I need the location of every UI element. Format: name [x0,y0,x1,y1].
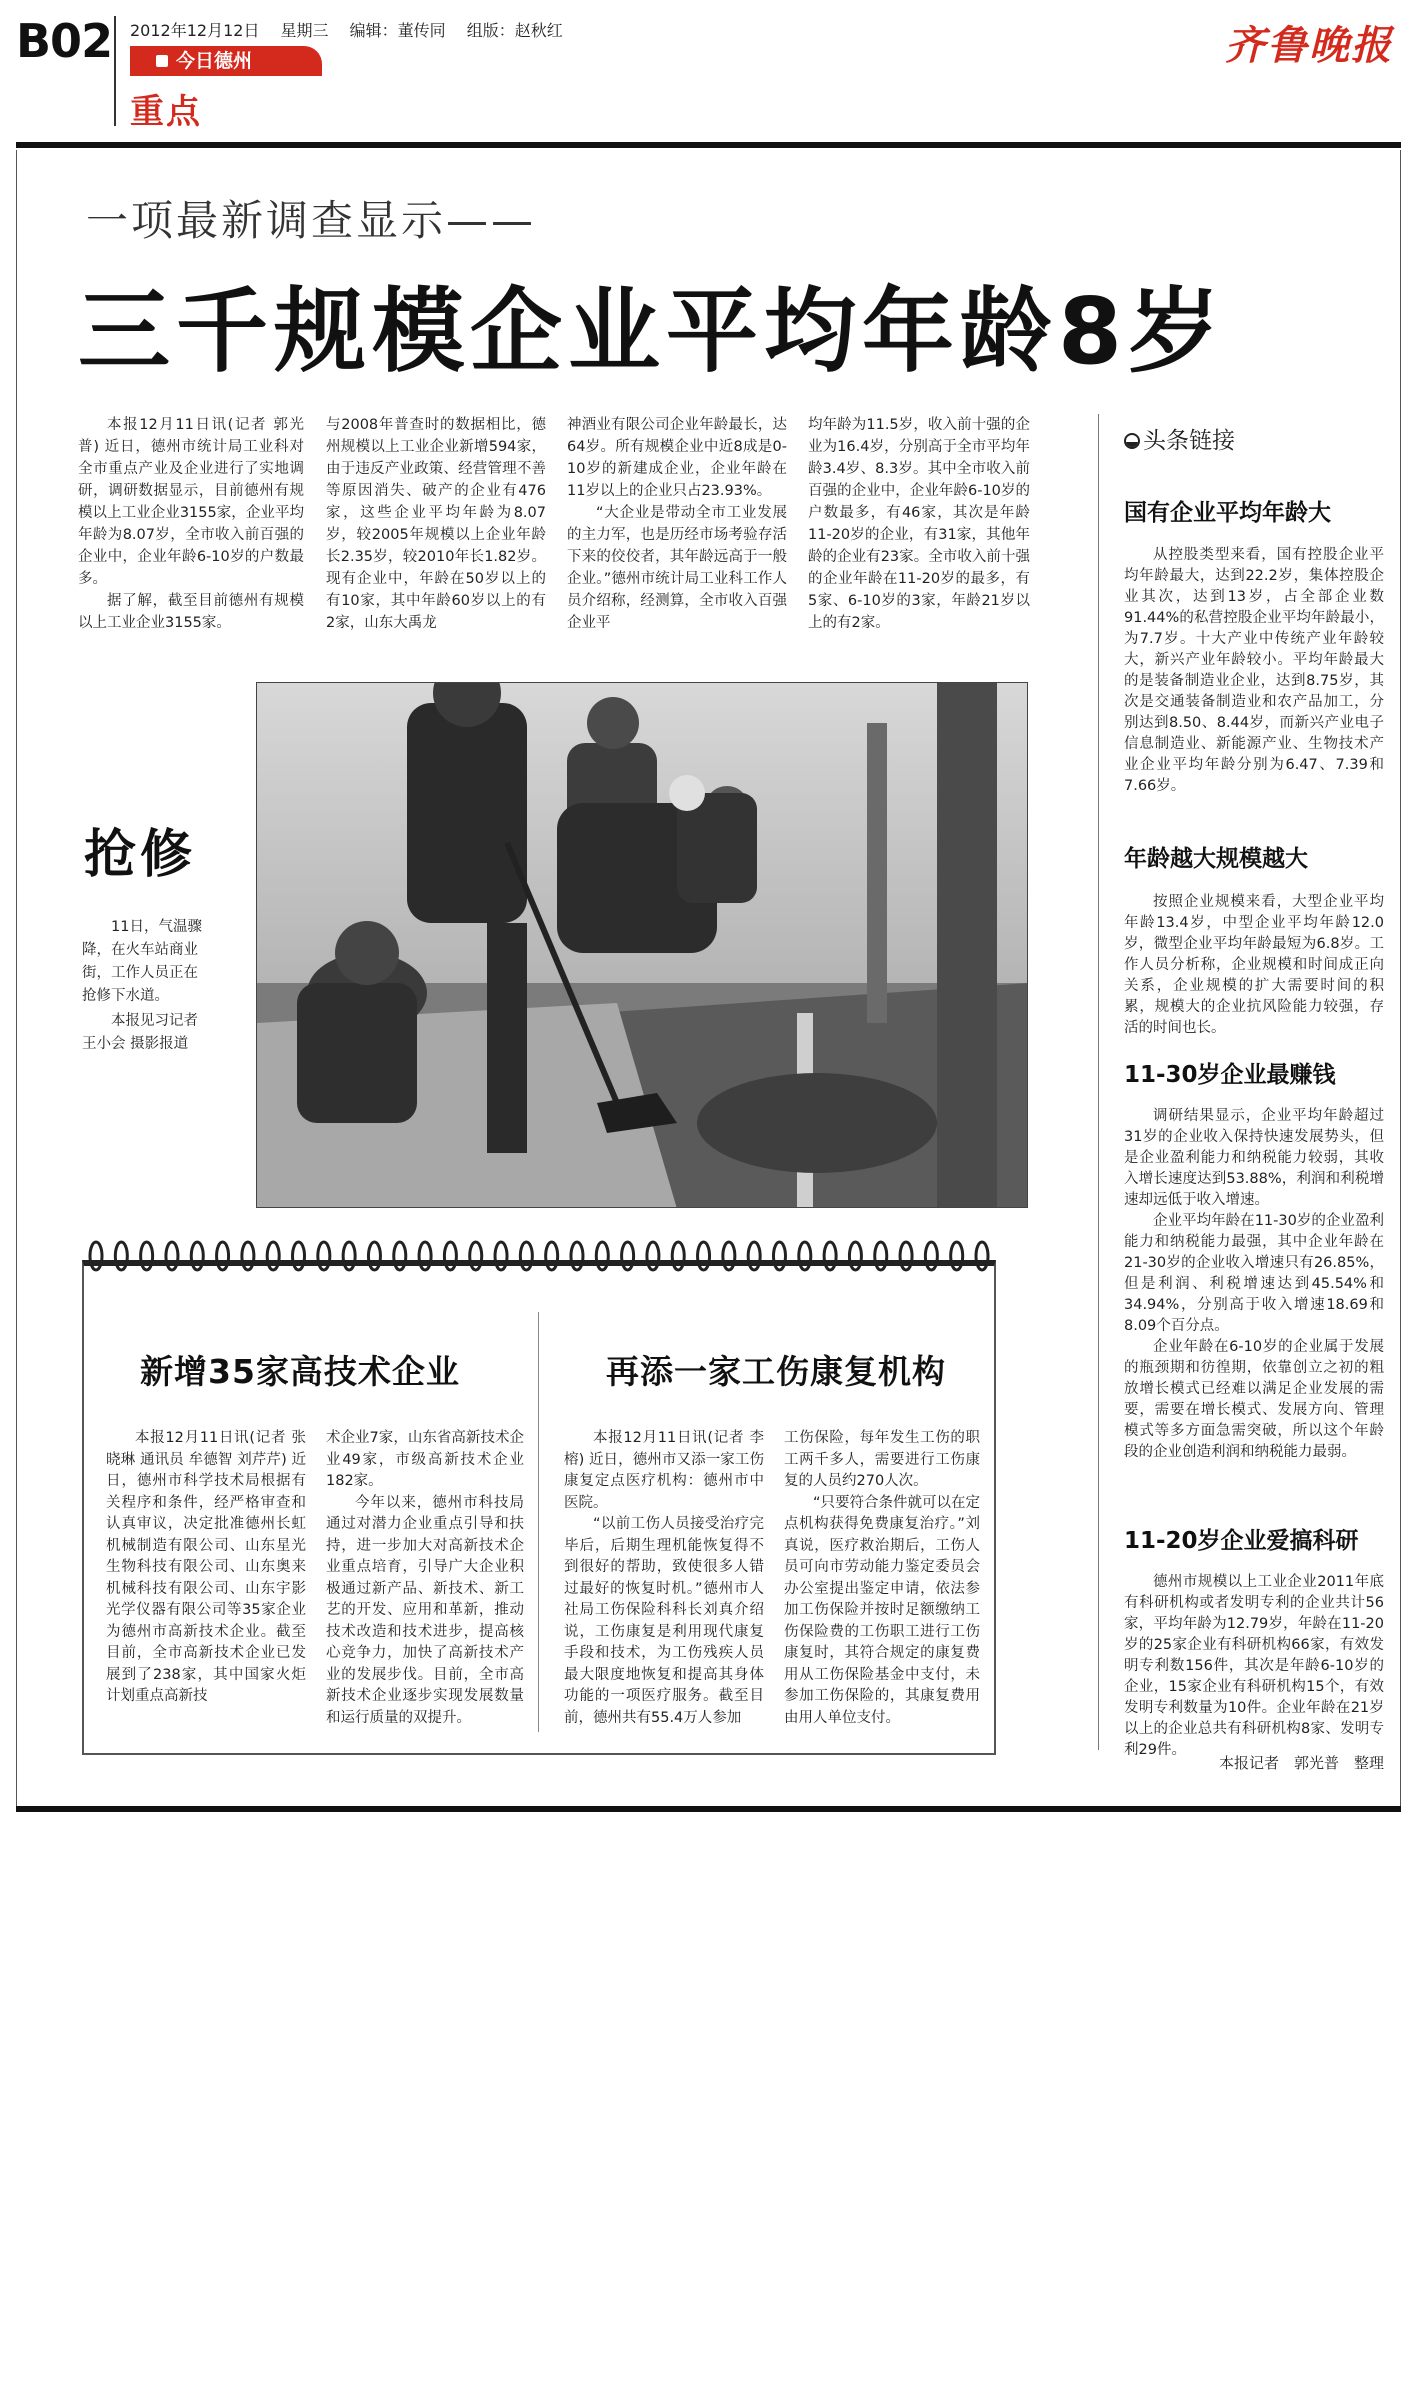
notebook-ring [293,1242,305,1270]
paragraph: 按照企业规模来看，大型企业平均年龄13.4岁，中型企业平均年龄12.0岁，微型企业平均年龄最短为6.8岁。工作人员分析称，企业规模和时间成正向关系，企业规模的扩大需要时间的积累，规模大的企业抗风险能力较强，存活的时间也长。 [1124,894,1384,1036]
paragraph: 今年以来，德州市科技局通过对潜力企业重点引导和扶持，进一步加大对高新技术企业重点培育，引导广大企业积极通过新产品、新技术、新工艺的开发、应用和革新，推动技术改造和技术进步，提高核心竞争力，加快了高新技术产业的发展步伐。目前，全市高新技术企业逐步实现发展数量和运行质量的双提升。 [326,1494,524,1726]
header-meta [130,18,579,41]
notebook-ring [318,1242,330,1270]
sidebar-text [1124,1572,1384,1761]
paragraph: 工伤保险，每年发生工伤的职工两千多人，需要进行工伤康复的人员约270人次。 [784,1430,980,1489]
sidebar-text [1124,1106,1384,1463]
photo-caption [82,916,204,1058]
box-divider [538,1312,539,1732]
paragraph: “只要符合条件就可以在定点机构获得免费康复治疗。”刘真说，医疗救治期后，工伤人员可向市劳动能力鉴定委员会办公室提出鉴定申请，依法参加工伤保险并按时足额缴纳工伤保险费的工伤职工进行工伤康复时，其符合规定的康复费用从工伤保险基金中支付，未参加工伤保险的，其康复费用由用人单位支付。 [784,1494,980,1726]
notebook-ring [115,1242,127,1270]
notebook-ring [799,1242,811,1270]
sidebar-text [1124,892,1384,1039]
notebook-ring [267,1242,279,1270]
paragraph: 均年龄为11.5岁，收入前十强的企业为16.4岁，分别高于全市平均年龄3.4岁、8.3岁。其中全市收入前百强的企业中，企业年龄6-10岁的户数最多，有46家，其次是年龄11-20岁的企业，有31家，其他年龄的企业有23家。全市收入前十强的企业年龄在11-20岁的最多，有5家、6-10岁的3家，年龄21岁以上的有2家。 [808,417,1030,631]
notebook-ring [191,1242,203,1270]
paragraph: 德州市规模以上工业企业2011年底有科研机构或者发明专利的企业共计56家，平均年龄为12.79岁，年龄在11-20岁的25家企业有科研机构66家，有效发明专利数156件，其次是年龄6-10岁的企业，15家企业有科研机构15个，有效发明专利数量为10件。企业年龄在21岁以上的企业总共有科研机构8家、发明专利29件。 [1124,1574,1384,1758]
notebook-ring [596,1242,608,1270]
main-headline: 三千规模企业平均年龄8岁 [78,278,1227,385]
notebook-ring [368,1242,380,1270]
notebook-ring [698,1242,710,1270]
paragraph: “以前工伤人员接受治疗完毕后，后期生理机能恢复得不到很好的帮助，致使很多人错过最好的恢复时机。”德州市人社局工伤保险科科长刘真介绍说，工伤康复是利用现代康复手段和技术，为工伤残疾人员最大限度地恢复和提高其身体功能的一项医疗服务。截至目前，德州共有55.4万人参加 [564,1516,764,1726]
section-title: 重点 [130,92,202,132]
paragraph: 从控股类型来看，国有控股企业平均年龄最大，达到22.2岁，集体控股企业其次，达到13岁，占全部企业数91.44%的私营控股企业平均年龄最小，为7.7岁。十大产业中传统产业年龄较大，新兴产业年龄较小。平均年龄最大的是装备制造业企业，达到8.75岁，其次是交通装备制造业和农产品加工，分别达到8.50、8.44岁，而新兴产业电子信息制造业、新能源产业、生物技术产业企业平均年龄分别为6.47、7.39和7.66岁。 [1124,547,1384,794]
notebook-ring [242,1242,254,1270]
sidebar-label-text: 头条链接 [1143,428,1235,454]
notebook-ring [622,1242,634,1270]
sidebar-signature: 本报记者 郭光普 整理 [1218,1754,1384,1772]
article-column-2 [326,414,546,644]
notebook-ring [849,1242,861,1270]
notebook-ring [900,1242,912,1270]
page-number: B02 [16,14,113,68]
notebook-ring [647,1242,659,1270]
box-left-column-2 [326,1428,524,1750]
paragraph: “大企业是带动全市工业发展的主力军，也是历经市场考验存活下来的佼佼者，其年龄远高于一般企业。”德州市统计局工业科工作人员介绍称，经测算，全市收入百强企业平 [567,505,787,631]
notebook-ring [419,1242,431,1270]
notebook-rings-icon [82,1236,996,1276]
notebook-ring [925,1242,937,1270]
paragraph: 本报12月11日讯(记者 张晓琳 通讯员 牟德智 刘芹芹) 近日，德州市科学技术局根据有关程序和条件，经严格审查和认真审议，决定批准德州长虹机械制造有限公司、山东星光生物科技有限公司、山东奥来机械科技有限公司、山东宇影光学仪器有限公司等35家企业为德州市高新技术企业。截至目前，全市高新技术企业已发展到了238家，其中国家火炬计划重点高新技 [106,1430,306,1704]
notebook-ring [773,1242,785,1270]
paragraph: 据了解，截至目前德州有规模以上工业企业3155家。 [78,593,304,631]
sidebar-heading: 11-20岁企业爱搞科研 [1124,1528,1359,1554]
paragraph: 术企业7家，山东省高新技术企业49家，市级高新技术企业182家。 [326,1430,524,1489]
article-kicker: 一项最新调查显示—— [86,196,537,245]
box-heading-right: 再添一家工伤康复机构 [606,1352,946,1391]
paragraph: 与2008年普查时的数据相比，德州规模以上工业企业新增594家，由于违反产业政策、经营管理不善等原因消失、破产的企业有476家，这些企业平均年龄为8.07岁，较2005年规模以上企业年龄长2.35岁，较2010年长1.82岁。现有企业中，年龄在50岁以上的有10家，其中年龄60岁以上的有2家，山东大禹龙 [326,417,546,631]
photo-title: 抢修 [84,825,197,885]
header-divider [114,16,116,126]
article-column-4 [808,414,1030,644]
notebook-ring [748,1242,760,1270]
box-right-column-2 [784,1428,980,1750]
sidebar-divider [1098,414,1099,1750]
caption-text: 11日，气温骤降，在火车站商业街，工作人员正在抢修下水道。 [82,919,202,1004]
sidebar-text [1124,545,1384,797]
bottom-border [16,1806,1401,1812]
article-column-1 [78,414,304,644]
paragraph: 企业平均年龄在11-30岁的企业盈利能力和纳税能力最强，其中企业年龄在21-30岁的企业收入增速只有26.85%，但是利润、利税增速达到45.54%和34.94%，分别高于收入增速18.69和8.09个百分点。 [1124,1213,1384,1334]
notebook-ring [90,1242,102,1270]
notebook-ring [976,1242,988,1270]
sidebar-heading: 年龄越大规模越大 [1124,846,1308,872]
sidebar-label [1124,422,1235,455]
photo-workers-repairing-drain [257,683,1028,1208]
notebook-ring [444,1242,456,1270]
issue-weekday: 星期三 [280,21,329,40]
sidebar-heading: 国有企业平均年龄大 [1124,500,1331,526]
notebook-ring [495,1242,507,1270]
box-left-column-1 [106,1428,306,1750]
notebook-ring [723,1242,735,1270]
circle-icon [1124,433,1140,449]
paragraph: 调研结果显示，企业平均年龄超过31岁的企业收入保持快速发展势头，但是企业盈利能力和纳税能力较弱，其收入增长速度达到53.88%，利润和利税增速却远低于收入增速。 [1124,1108,1384,1208]
notebook-ring [546,1242,558,1270]
newspaper-masthead-logo: 齐鲁晚报 [1225,22,1393,69]
top-border [16,142,1401,148]
designer-credit: 组版：赵秋红 [466,21,563,40]
box-heading-left: 新增35家高技术企业 [140,1352,460,1391]
notebook-ring [217,1242,229,1270]
article-column-3 [567,414,787,644]
notebook-ring [951,1242,963,1270]
notebook-ring [875,1242,887,1270]
notebook-ring [571,1242,583,1270]
notebook-ring [141,1242,153,1270]
notebook-ring [672,1242,684,1270]
notebook-ring [394,1242,406,1270]
paragraph: 神酒业有限公司企业年龄最长，达64岁。所有规模企业中近8成是0-10岁的新建成企业，企业年龄在11岁以上的企业只占23.93%。 [567,417,787,499]
photo-credit: 本报见习记者 王小会 摄影报道 [82,1013,198,1052]
issue-date: 2012年12月12日 [130,21,260,40]
notebook-ring [520,1242,532,1270]
notebook-ring [343,1242,355,1270]
notebook-ring [824,1242,836,1270]
notebook-ring [470,1242,482,1270]
section-tag: 今日德州 [130,46,322,76]
sidebar-heading: 11-30岁企业最赚钱 [1124,1062,1336,1088]
box-right-column-1 [564,1428,764,1750]
paragraph: 企业年龄在6-10岁的企业属于发展的瓶颈期和彷徨期，依靠创立之初的粗放增长模式已经难以满足企业发展的需要，需要在增长模式、发展方向、管理模式等多方面急需突破，所以这个年龄段的企业创造利润和纳税能力最弱。 [1124,1339,1384,1460]
paragraph: 本报12月11日讯(记者 李榕) 近日，德州市又添一家工伤康复定点医疗机构：德州市中医院。 [564,1430,764,1511]
news-photo [256,682,1028,1208]
editor-credit: 编辑：董传同 [349,21,446,40]
notebook-ring [166,1242,178,1270]
paragraph: 本报12月11日讯(记者 郭光普) 近日，德州市统计局工业科对全市重点产业及企业进行了实地调研，调研数据显示，目前德州有规模以上工业企业3155家，企业平均年龄为8.07岁，全市收入前百强的企业中，企业年龄6-10岁的户数最多。 [78,417,304,587]
